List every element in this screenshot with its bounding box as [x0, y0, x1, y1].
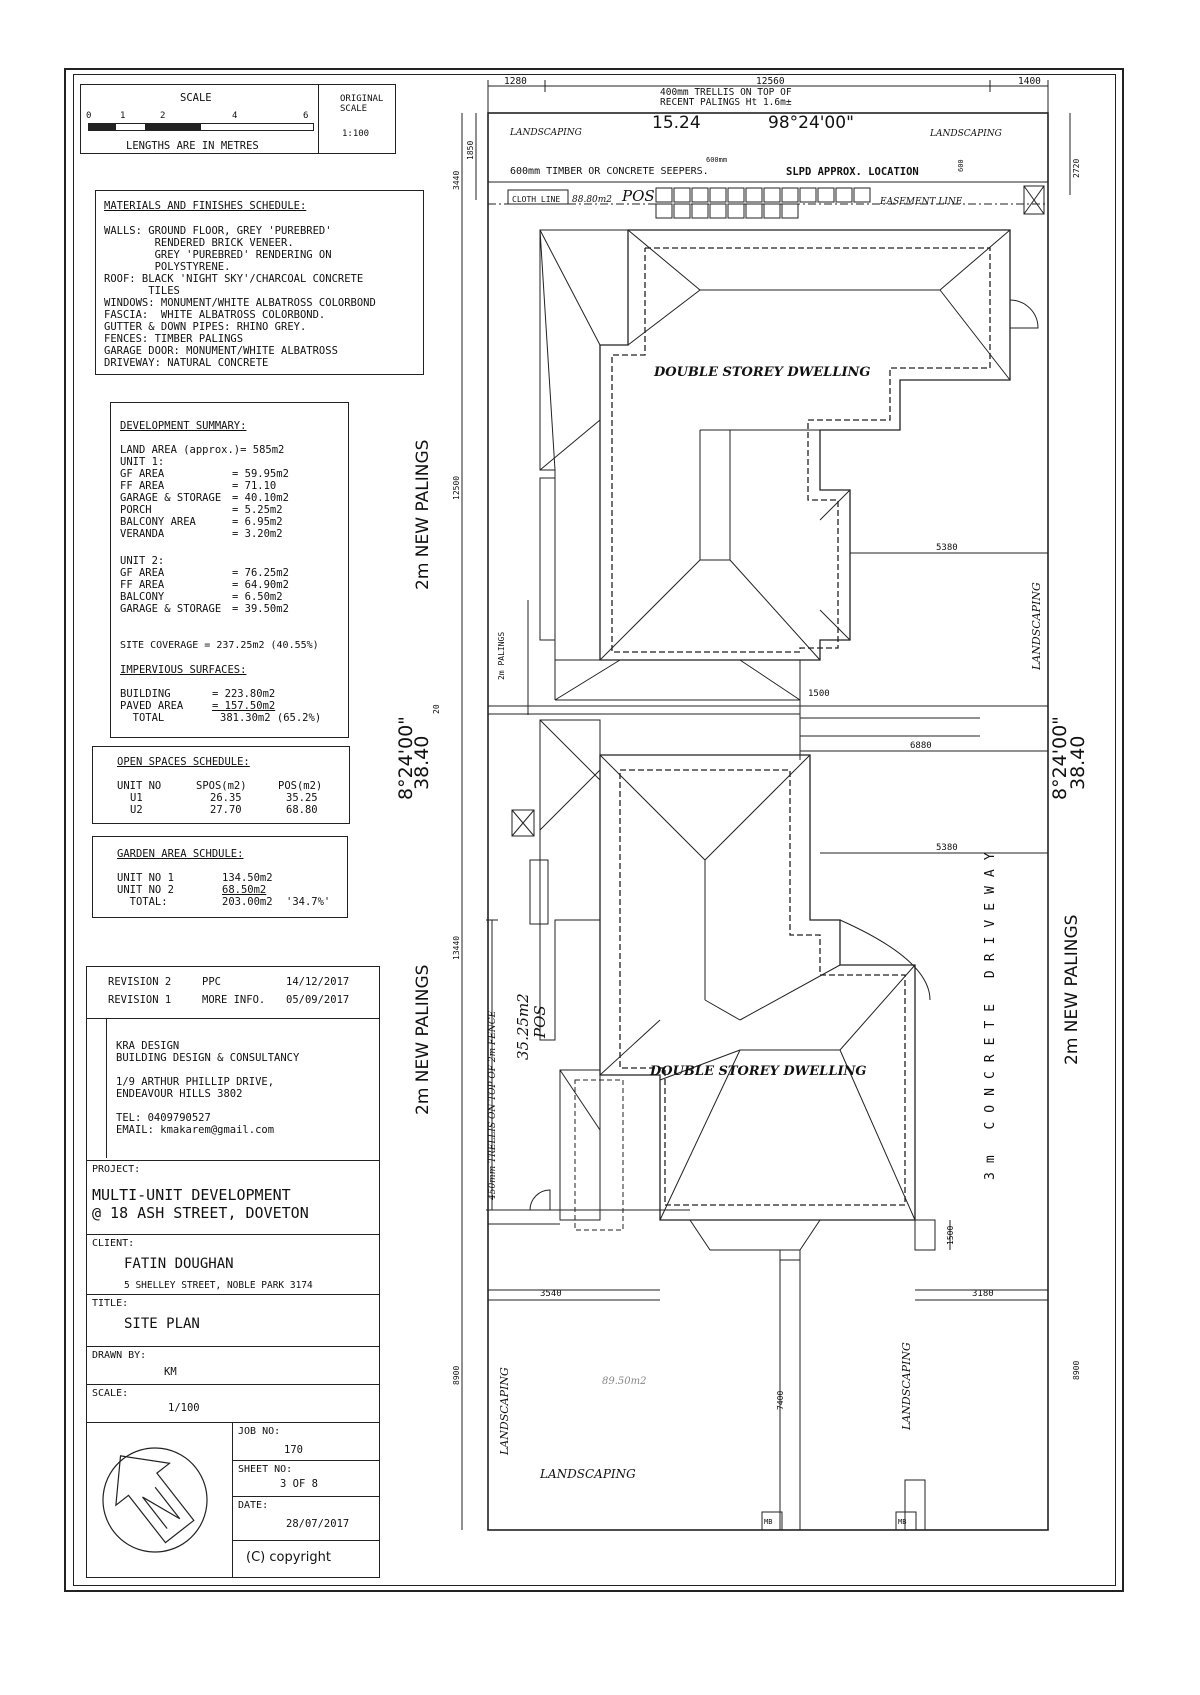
- dim-left-12500: 12500: [452, 475, 461, 500]
- landscaping-top-right: LANDSCAPING: [930, 129, 1002, 139]
- dim-right-2720: 2720: [1072, 158, 1081, 178]
- dwelling-label-unit2: DOUBLE STOREY DWELLING: [650, 1064, 867, 1079]
- job-label: JOB NO:: [238, 1426, 281, 1437]
- revision-cell: PPC: [202, 976, 221, 988]
- area-label: FF AREA: [120, 480, 165, 492]
- dim-left-3440: 3440: [452, 170, 461, 190]
- sheet-label: SHEET NO:: [238, 1464, 293, 1475]
- boundary-top-length: 15.24: [652, 113, 701, 133]
- landscaping-top-left: LANDSCAPING: [510, 128, 582, 138]
- garden-cell: '34.7%': [286, 896, 331, 908]
- open-spaces-cell: 27.70: [210, 804, 242, 816]
- designer-name: KRA DESIGN: [116, 1040, 180, 1052]
- side-length-right: 38.40: [1067, 735, 1089, 790]
- garden-cell: TOTAL:: [117, 896, 168, 908]
- date-label: DATE:: [238, 1500, 269, 1511]
- dim-3540: 3540: [540, 1289, 562, 1299]
- materials-line: RENDERED BRICK VENEER.: [104, 237, 294, 249]
- trellis-note-1: 400mm TRELLIS ON TOP OF: [660, 87, 792, 98]
- scale-units-note: LENGTHS ARE IN METRES: [126, 140, 259, 152]
- open-spaces-header: UNIT NO: [117, 780, 162, 792]
- dim-1500-lower: 1500: [946, 1225, 955, 1245]
- unit2-label: UNIT 2:: [120, 555, 165, 567]
- area-value: = 6.95m2: [232, 516, 283, 528]
- open-spaces-header: POS(m2): [278, 780, 323, 792]
- new-palings-left-lower: 2m NEW PALINGS: [413, 964, 433, 1115]
- area-value: = 3.20m2: [232, 528, 283, 540]
- area-label: BALCONY: [120, 591, 165, 603]
- open-spaces-cell: 68.80: [286, 804, 318, 816]
- drawing-title: SITE PLAN: [124, 1316, 200, 1332]
- garden-cell: UNIT NO 2: [117, 884, 174, 896]
- materials-line: GARAGE DOOR: MONUMENT/WHITE ALBATROSS: [104, 345, 338, 357]
- garden-cell: 203.00m2: [222, 896, 273, 908]
- landscaping-rear-left: LANDSCAPING: [498, 1367, 511, 1455]
- seepers-note: 600mm TIMBER OR CONCRETE SEEPERS.: [510, 166, 709, 177]
- materials-line: GUTTER & DOWN PIPES: RHINO GREY.: [104, 321, 307, 333]
- scale-tick-2: 2: [160, 111, 166, 121]
- area-label: GF AREA: [120, 468, 165, 480]
- client-name: FATIN DOUGHAN: [124, 1256, 234, 1272]
- dim-right-8900: 8900: [1072, 1360, 1081, 1380]
- scale-label: SCALE:: [92, 1388, 129, 1399]
- area-value: = 40.10m2: [232, 492, 289, 504]
- area-label: BUILDING: [120, 688, 171, 700]
- scale-title: SCALE: [180, 92, 212, 104]
- designer-email: EMAIL: kmakarem@gmail.com: [116, 1124, 275, 1136]
- copyright: (C) copyright: [246, 1550, 331, 1565]
- slpd-note: SLPD APPROX. LOCATION: [786, 166, 919, 178]
- client-address: 5 SHELLEY STREET, NOBLE PARK 3174: [124, 1280, 313, 1291]
- project-line-2: @ 18 ASH STREET, DOVETON: [92, 1204, 309, 1222]
- garden-cell: UNIT NO 1: [117, 872, 174, 884]
- open-spaces-cell: 26.35: [210, 792, 242, 804]
- materials-line: WINDOWS: MONUMENT/WHITE ALBATROSS COLORBOND: [104, 297, 376, 309]
- scale-tick-0: 0: [86, 111, 92, 121]
- area-label: TOTAL: [120, 712, 165, 724]
- area-value: = 5.25m2: [232, 504, 283, 516]
- area-value: = 157.50m2: [212, 700, 276, 712]
- landscaping-rear-right: LANDSCAPING: [900, 1342, 913, 1430]
- pos2-area: 35.25m2: [514, 993, 532, 1060]
- open-spaces-cell: 35.25: [286, 792, 318, 804]
- original-scale-value: 1:100: [342, 129, 370, 139]
- open-spaces-cell: U1: [130, 792, 143, 804]
- side-bearing-left: 8°24'00": [395, 716, 417, 800]
- area-label: GARAGE & STORAGE: [120, 492, 222, 504]
- designer-address-1: 1/9 ARTHUR PHILLIP DRIVE,: [116, 1076, 275, 1088]
- boundary-top-bearing: 98°24'00": [768, 113, 854, 133]
- unit1-label: UNIT 1:: [120, 456, 165, 468]
- project-label: PROJECT:: [92, 1164, 141, 1175]
- garden-title: GARDEN AREA SCHDULE:: [117, 848, 244, 860]
- dim-top-right: 1400: [1018, 76, 1041, 87]
- area-label: FF AREA: [120, 579, 165, 591]
- area-value: = 223.80m2: [212, 688, 276, 700]
- dim-6880: 6880: [910, 741, 932, 751]
- project-line-1: MULTI-UNIT DEVELOPMENT: [92, 1186, 291, 1204]
- area-label: BALCONY AREA: [120, 516, 196, 528]
- pos-area-top: 88.80m2: [572, 195, 613, 205]
- dim-left-13440: 13440: [452, 935, 461, 960]
- open-spaces-title: OPEN SPACES SCHEDULE:: [117, 756, 250, 768]
- date-value: 28/07/2017: [286, 1518, 350, 1530]
- cloth-line-label: CLOTH LINE: [512, 195, 561, 204]
- designer-tel: TEL: 0409790527: [116, 1112, 211, 1124]
- designer-tagline: BUILDING DESIGN & CONSULTANCY: [116, 1052, 300, 1064]
- trellis-fence-note: 450mm TRELLIS ON TOP OF 2m FENCE: [488, 1010, 498, 1200]
- drawn-by-value: KM: [164, 1366, 177, 1378]
- title-label: TITLE:: [92, 1298, 129, 1309]
- scale-tick-6: 6: [303, 111, 309, 121]
- landscaping-rear-bottom: LANDSCAPING: [540, 1467, 636, 1481]
- dim-left-1850: 1850: [466, 140, 475, 160]
- materials-title: MATERIALS AND FINISHES SCHEDULE:: [104, 200, 307, 212]
- driveway-label: 3m CONCRETE DRIVEWAY: [983, 843, 998, 1180]
- original-scale-label: ORIGINAL SCALE: [340, 94, 384, 114]
- dim-1500-upper: 1500: [808, 689, 830, 699]
- area-label: PORCH: [120, 504, 152, 516]
- revision-cell: MORE INFO.: [202, 994, 266, 1006]
- pos2-label: POS: [531, 1005, 549, 1038]
- materials-line: WALLS: GROUND FLOOR, GREY 'PUREBRED': [104, 225, 332, 237]
- dwelling-label-unit1: DOUBLE STOREY DWELLING: [654, 365, 871, 380]
- meter-box-label: MB: [764, 1518, 773, 1526]
- area-value: 381.30m2 (65.2%): [220, 712, 322, 724]
- side-bearing-right: 8°24'00": [1049, 716, 1071, 800]
- side-length-left: 38.40: [411, 735, 433, 790]
- job-value: 170: [284, 1444, 303, 1456]
- area-label: GARAGE & STORAGE: [120, 603, 222, 615]
- sheet-value: 3 OF 8: [280, 1478, 318, 1490]
- materials-line: FASCIA: WHITE ALBATROSS COLORBOND.: [104, 309, 326, 321]
- garden-cell: 68.50m2: [222, 884, 267, 896]
- area-value: = 6.50m2: [232, 591, 283, 603]
- seepers-short-label: 600mm: [706, 156, 728, 164]
- area-value: = 76.25m2: [232, 567, 289, 579]
- development-title: DEVELOPMENT SUMMARY:: [120, 420, 247, 432]
- open-spaces-cell: U2: [130, 804, 143, 816]
- materials-line: POLYSTYRENE.: [104, 261, 231, 273]
- new-palings-right: 2m NEW PALINGS: [1062, 914, 1082, 1065]
- area-label: GF AREA: [120, 567, 165, 579]
- area-label: PAVED AREA: [120, 700, 184, 712]
- rear-area-label: 89.50m2: [602, 1376, 647, 1387]
- scale-tick-4: 4: [232, 111, 238, 121]
- impervious-title: IMPERVIOUS SURFACES:: [120, 664, 247, 676]
- scale-value: 1/100: [168, 1402, 200, 1414]
- scale-tick-1: 1: [120, 111, 126, 121]
- area-value: = 64.90m2: [232, 579, 289, 591]
- garden-cell: 134.50m2: [222, 872, 273, 884]
- dim-right-600: 600: [957, 159, 965, 172]
- dim-5380-lower: 5380: [936, 843, 958, 853]
- dim-left-8900: 8900: [452, 1365, 461, 1385]
- dim-7400: 7400: [776, 1390, 785, 1410]
- revision-cell: REVISION 2: [108, 976, 172, 988]
- landscaping-right-side: LANDSCAPING: [1030, 582, 1043, 670]
- open-spaces-header: SPOS(m2): [196, 780, 247, 792]
- materials-line: TILES: [104, 285, 180, 297]
- dim-3180: 3180: [972, 1289, 994, 1299]
- designer-address-2: ENDEAVOUR HILLS 3802: [116, 1088, 243, 1100]
- dim-left-20: 20: [432, 704, 441, 714]
- area-value: = 71.10: [232, 480, 277, 492]
- dim-top-left: 1280: [504, 76, 527, 87]
- materials-line: ROOF: BLACK 'NIGHT SKY'/CHARCOAL CONCRETE: [104, 273, 364, 285]
- revision-cell: 14/12/2017: [286, 976, 350, 988]
- site-coverage: SITE COVERAGE = 237.25m2 (40.55%): [120, 640, 319, 651]
- area-value: = 59.95m2: [232, 468, 289, 480]
- revision-cell: 05/09/2017: [286, 994, 350, 1006]
- revision-cell: REVISION 1: [108, 994, 172, 1006]
- palings-2m-label: 2m PALINGS: [497, 631, 506, 680]
- dim-top-middle: 12560: [756, 76, 785, 87]
- pos-label-top: POS: [622, 187, 655, 205]
- area-label: VERANDA: [120, 528, 165, 540]
- materials-line: FENCES: TIMBER PALINGS: [104, 333, 244, 345]
- meter-box-label: MB: [898, 1518, 907, 1526]
- client-label: CLIENT:: [92, 1238, 135, 1249]
- new-palings-left-upper: 2m NEW PALINGS: [413, 439, 433, 590]
- easement-line-label: EASEMENT LINE: [880, 197, 963, 207]
- materials-line: GREY 'PUREBRED' RENDERING ON: [104, 249, 332, 261]
- dim-5380-upper: 5380: [936, 543, 958, 553]
- area-value: = 39.50m2: [232, 603, 289, 615]
- land-area: LAND AREA (approx.)= 585m2: [120, 444, 285, 456]
- drawn-by-label: DRAWN BY:: [92, 1350, 147, 1361]
- trellis-note-2: RECENT PALINGS Ht 1.6m±: [660, 97, 792, 108]
- materials-line: DRIVEWAY: NATURAL CONCRETE: [104, 357, 269, 369]
